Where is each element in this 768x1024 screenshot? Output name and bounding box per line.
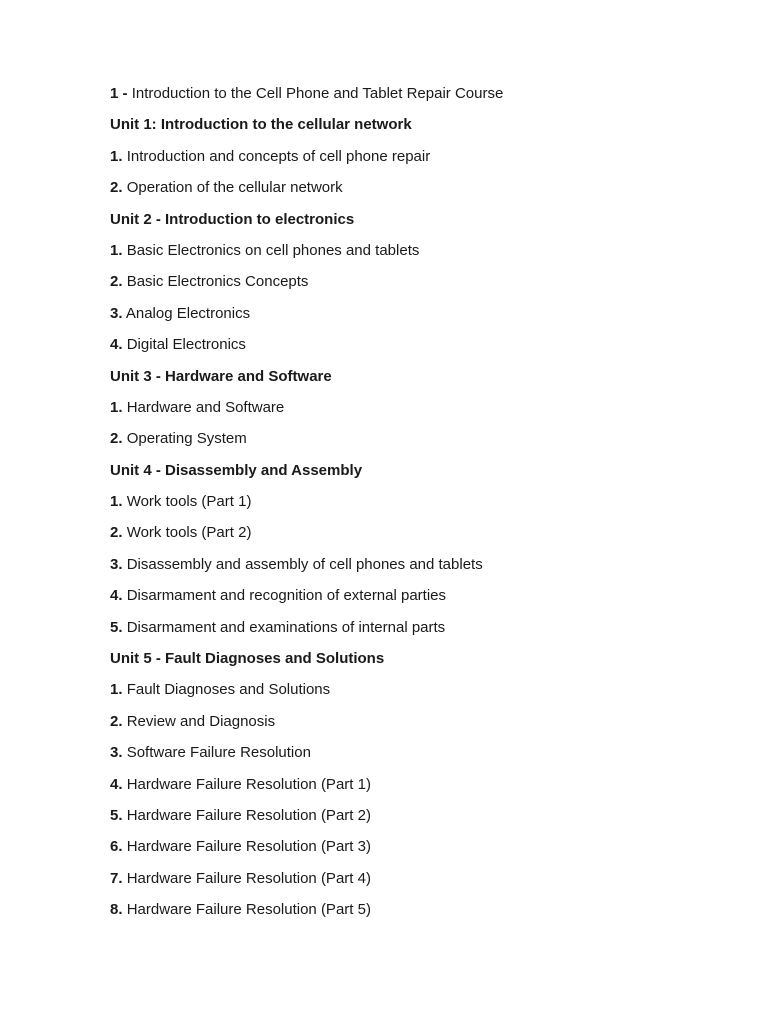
unit-heading (110, 115, 730, 146)
unit-heading-text: Unit 4 - Disassembly and Assembly (110, 461, 363, 479)
lesson-number: 7. (110, 869, 123, 887)
lesson-number: 3. (110, 304, 123, 322)
unit-heading (110, 367, 730, 398)
lesson-item (110, 680, 730, 711)
lesson-number: 2. (110, 712, 123, 730)
lesson-number: 1. (110, 493, 123, 511)
lesson-item (110, 743, 730, 774)
lesson-number: 4. (110, 336, 123, 354)
lesson-number: 1. (110, 147, 123, 165)
unit-heading-text: Unit 2 - Introduction to electronics (110, 210, 355, 228)
lesson-item (110, 147, 730, 178)
lesson-number: 3. (110, 555, 123, 573)
lesson-number: 4. (110, 587, 123, 605)
lesson-title: Software Failure Resolution (126, 744, 311, 762)
unit-heading-text: Unit 3 - Hardware and Software (110, 367, 332, 385)
lesson-title: Hardware Failure Resolution (Part 5) (126, 901, 371, 919)
course-outline (110, 84, 730, 932)
lesson-item (110, 523, 730, 554)
lesson-title: Digital Electronics (126, 336, 246, 354)
lesson-item (110, 398, 730, 429)
lesson-number: 1 - (110, 85, 128, 102)
unit-heading-text: Unit 1: Introduction to the cellular network (110, 116, 412, 134)
lesson-number: 2. (110, 524, 123, 542)
lesson-number: 4. (110, 775, 123, 793)
lesson-number: 1. (110, 398, 123, 416)
lesson-number: 3. (110, 744, 123, 762)
lesson-title: Hardware Failure Resolution (Part 2) (126, 806, 371, 824)
lesson-item (110, 900, 730, 931)
lesson-number: 6. (110, 838, 123, 856)
lesson-item (110, 84, 730, 115)
lesson-number: 2. (110, 273, 123, 291)
lesson-title: Hardware Failure Resolution (Part 3) (126, 838, 371, 856)
lesson-title: Hardware Failure Resolution (Part 4) (126, 869, 371, 887)
lesson-title: Operating System (126, 430, 247, 448)
lesson-number: 1. (110, 241, 123, 259)
lesson-title: Hardware and Software (126, 398, 285, 416)
unit-heading (110, 461, 730, 492)
lesson-item (110, 586, 730, 617)
lesson-title: Disassembly and assembly of cell phones and tablets (126, 555, 483, 573)
lesson-number: 1. (110, 681, 123, 699)
lesson-title: Disarmament and recognition of external parties (126, 587, 447, 605)
lesson-title: Introduction and concepts of cell phone repair (126, 147, 431, 165)
lesson-title: Basic Electronics Concepts (126, 273, 309, 291)
lesson-number: 8. (110, 901, 123, 919)
lesson-title: Operation of the cellular network (126, 179, 343, 197)
lesson-title: Introduction to the Cell Phone and Tablet Repair Course (131, 85, 504, 102)
lesson-title: Fault Diagnoses and Solutions (126, 681, 331, 699)
lesson-item (110, 837, 730, 868)
unit-heading (110, 649, 730, 680)
unit-heading (110, 210, 730, 241)
lesson-item (110, 806, 730, 837)
lesson-item (110, 775, 730, 806)
lesson-item (110, 304, 730, 335)
lesson-item (110, 869, 730, 900)
lesson-item (110, 492, 730, 523)
lesson-title: Work tools (Part 2) (126, 524, 252, 542)
lesson-title: Work tools (Part 1) (126, 493, 252, 511)
lesson-number: 2. (110, 179, 123, 197)
lesson-item (110, 335, 730, 366)
lesson-item (110, 272, 730, 303)
lesson-item (110, 555, 730, 586)
lesson-title: Review and Diagnosis (126, 712, 276, 730)
lesson-title: Hardware Failure Resolution (Part 1) (126, 775, 371, 793)
lesson-title: Basic Electronics on cell phones and tablets (126, 241, 420, 259)
lesson-number: 2. (110, 430, 123, 448)
lesson-number: 5. (110, 806, 123, 824)
lesson-item (110, 429, 730, 460)
lesson-title: Analog Electronics (125, 304, 251, 322)
unit-heading-text: Unit 5 - Fault Diagnoses and Solutions (110, 650, 385, 668)
lesson-item (110, 241, 730, 272)
lesson-title: Disarmament and examinations of internal parts (126, 618, 446, 636)
lesson-number: 5. (110, 618, 123, 636)
lesson-item (110, 178, 730, 209)
lesson-item (110, 712, 730, 743)
lesson-item (110, 618, 730, 649)
